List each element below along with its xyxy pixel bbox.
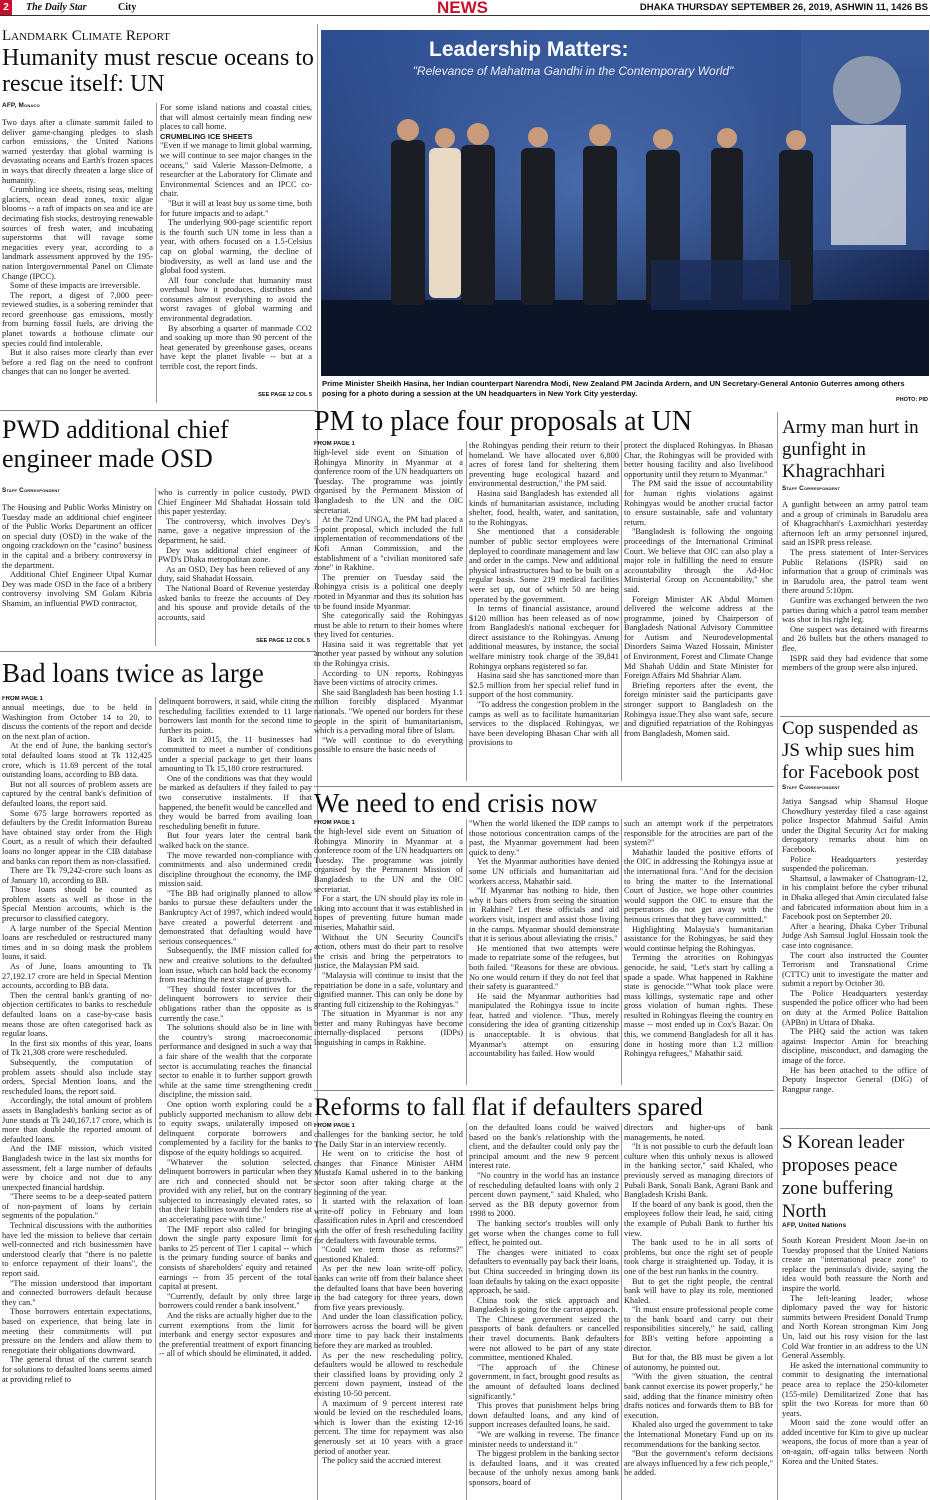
paragraph: This proves that punishment helps bring down defaulted loans, and any kind of support increases defaulted loans, he said. [469,1401,619,1430]
paragraph: At the 72nd UNGA, the PM had placed a 5-point proposal, which included the full implementation of recommendations of the Kofi Annan Commission, and the establishment of a "civilian monitored safe zone" in Rakhine. [314,515,463,573]
crisis-col1 [314,827,463,1087]
paragraph: high-level side event on Situation of Rohingya Minority in Myanmar at a conference room of the UN headquarters on Tuesday. The programme was jointly organised by the Permanent Mission of Bangladesh to the UN and the OIC secretariat. [314,448,463,515]
climate-byline: AFP, Monaco [2,102,40,109]
badloans-from: FROM PAGE 1 [2,696,43,702]
photo-caption: Prime Minister Sheikh Hasina, her Indian counterpart Narendra Modi, New Zealand PM Jacinda Ardern, and UN Secretary-General Antonio Guterres among others posing for a photo during a session at the UN headquarters in New York City yesterday. [322,379,905,398]
paragraph: "The mission understood that important and connected borrowers default because they can." [2,1278,152,1307]
paragraph: Gunfire was exchanged between the two parties during which a patrol team member was shot in his right leg. [782,595,928,625]
paragraph: The move rewarded non-compliance with commitments and also undermined credit discipline throughout the economy, the IMF mission said. [159,850,312,889]
page-number: 2 [0,0,12,15]
army-body [782,500,928,715]
paragraph: Additional Chief Engineer Utpal Kumar Dey was made OSD in the face of a bribery controversy involving SM Golam Kibria Shamim, an influential PWD contractor, [2,570,152,608]
paragraph: "It must ensure professional people come to the bank board and carry out their responsibilities sincerely," he said, calling for BB's vetting before appointing a director. [624,1305,773,1353]
paragraph: "But it will at least buy us some time, both for future impacts and to adapt." [160,198,312,218]
cop-body [782,797,928,1125]
paragraph: Without the UN Security Council's action, others must do their part to resolve the crisis and bring the perpetrators to justice, the Malaysian PM said. [314,932,463,971]
paragraph: "It is not possible to curb the default loan culture when this unholy nexus is allowed in the banking sector," said Khaled, who previously served as managing directors of Pubali Bank, Sonali Bank, Agrani Bank and Bangladesh Krishi Bank. [624,1142,773,1200]
reforms-col3 [624,1123,773,1500]
paragraph: Highlighting Malaysia's humanitarian assistance for the Rohingyas, he said they would continue helping the Rohingyas. [624,924,773,953]
crisis-from: FROM PAGE 1 [314,820,355,826]
paragraph: The underlying 900-page scientific report is the fourth such UN tome in less than a year, with others focused on a 1.5-Celsius cap on global warming, the decline of biodiversity, as well as land use and the global food system. [160,218,312,276]
paragraph: Then the central bank's granting of no-objection certificates to banks to reschedule defaulted loans on a case-by-case basis means those are often categorised back as regular loans. [2,990,152,1039]
paragraph: The changes were initiated to coax defaulters to eventually pay back their loans, but China succeeded in bringing down its loan defaults by taking on the exact opposite approach, he said. [469,1247,619,1296]
pwd-byline: Staff Correspondent [2,487,61,494]
paragraph: But to get the right people, the central bank will have to play its role, mentioned Khaled. [624,1276,773,1305]
reforms-headline: Reforms to fall flat if defaulters spared [314,1094,703,1121]
pwd-see-page: SEE PAGE 12 COL 5 [256,638,310,644]
pm-headline: PM to place four proposals at UN [314,407,692,437]
paragraph: The left-leaning leader, whose diplomacy paved the way for historic summits between President Donald Trump and North Korean strongman Kim Jong Un, laid out his rosy vision for the last Cold War frontier in an address to the UN General Assembly. [782,1293,928,1361]
paragraph: The biggest problem in the banking sector is defaulted loans, and it was created because of the unholy nexus among bank sponsors, board of [469,1449,619,1487]
crisis-col3 [624,819,773,1087]
paragraph: "Could we term those as reforms?" questioned Khaled. [314,1245,463,1264]
paragraph: But four years later the central bank walked back on the stance. [159,831,312,850]
paragraph: The banking sector's troubles will only get worse when the changes come to full effect, he pointed out. [469,1218,619,1248]
paragraph: "Malaysia will continue to insist that the repatriation be done in a safe, voluntary and dignified manner. This can only be done by granting full citizenship to the Rohingyas." [314,970,463,1009]
paragraph: South Korean President Moon Jae-in on Tuesday proposed that the United Nations create an "international peace zone" to replace the peninsula's divide, saying the idea would both reassure the North and inspire the world. [782,1236,928,1293]
pm-from: FROM PAGE 1 [314,441,355,447]
pm-col3 [624,441,773,783]
paragraph: But for that, the BB must be given a lot of autonomy, he pointed out. [624,1353,773,1372]
paragraph: "The approach of the Chinese government, in fact, brought good results as the amount of defaulted loans declined significantly." [469,1362,619,1401]
pwd-headline: PWD additional chief engineer made OSD [2,415,229,473]
paragraph: the high-level side event on Situation of Rohingya Minority in Myanmar at a conference room of the UN headquarters on Tuesday. The programme was jointly organised by the Permanent Mission of Bangladesh to the UN and the OIC secretariat. [314,827,463,894]
paragraph: As of June, loans amounting to Tk 27,192.17 crore are held in Special Mention accounts, according to BB data. [2,962,152,991]
masthead: The Daily Star [26,2,87,13]
paragraph: Moon said the zone would offer an added incentive for Kim to give up nuclear weapons, the focus of more than a year of on-again, off-again talks between North Korea and the United States. [782,1418,928,1466]
paragraph: China took the stick approach and Bangladesh is going for the carrot approach. [469,1295,619,1315]
paragraph: One of the conditions was that they would be marked as defaulters if they failed to pay two consecutive instalments. If that happened, the benefit would be cancelled and they would be barred from availing loan rescheduling benefit in future. [159,773,312,831]
paragraph: "We will continue to do everything possible to ensure the basic needs of [314,735,463,755]
paragraph: "They should foster incentives for the delinquent borrowers to service their obligations rather than the opposite as is currently the case." [159,984,312,1023]
paragraph: One suspect was detained with firearms and 26 bullets but the others managed to flee. [782,624,928,653]
paragraph: The IMF report also called for bringing down the single party exposure limit for banks to 25 percent of Tier 1 capital -- which is the primary funding source of banks and consists of shareholders' equity and retained earnings -- from 35 percent of the total capital at present. [159,1224,312,1292]
paragraph: Terming the atrocities on Rohingyas genocide, he said, "Let's start by calling a spade a spade. What happened in Rakhine state is genocide.""What took place were mass killings, systematic rape and other gross violation of human rights. These resulted in Rohingyas fleeing the country en masse -- most ended up in Cox's Bazar. On this, we commend Bangladesh for all it has done in hosting more than 1.2 million Rohingya refugees," Mahathir said. [624,953,773,1059]
paragraph: Subsequently, the computation of problem assets should also include stay orders, Special Mention loans, and the rescheduled loans, the report said. [2,1057,152,1096]
korea-byline: AFP, United Nations [782,1222,847,1229]
paragraph: Dey was additional chief engineer of PWD's Dhaka metropolitan zone. [158,545,310,565]
paragraph: Those borrowers entertain expectations, based on experience, that being late in meeting their commitments will put pressure on the lenders and allow them to renegotiate their obligations downward. [2,1307,152,1355]
badloans-col2 [159,697,312,1500]
climate-see-page: SEE PAGE 12 COL 5 [258,392,312,398]
paragraph: The situation in Myanmar is not any better and many Rohingyas have become internally-displaced persons (IDPs) languishing in camps in Rakhine. [314,1009,463,1048]
dateline: DHAKA THURSDAY SEPTEMBER 26, 2019, ASHWIN 11, 1426 BS [639,2,928,13]
paragraph: "When the world likened the IDP camps to those notorious concentration camps of the past, the Myanmar government had been quick to deny." [469,819,619,857]
paragraph: For some island nations and coastal cities, that will almost certainly mean finding new places to call home. [160,103,312,132]
paragraph: "To address the congestion problem in the camps as well as to facilitate humanitarian services to the displaced Rohingyas, we have been developing Bhasan Char with all provisions to [469,700,619,748]
paragraph: Crumbling ice sheets, rising seas, melting glaciers, ocean dead zones, toxic algae blooms -- a raft of impacts on sea and ice are decimating fish stocks, destroying renewable sources of fresh water, and incubating superstorms that will ravage some megacities every year, according to a landmark assessment approved by the 195-nation Intergovernmental Panel on Climate Change (IPCC). [2,185,153,281]
paragraph: the Rohingyas pending their return to their homeland. We have allocated over 6,800 acres of forest land for sheltering them preventing huge ecological hazard and environmental destruction," the PM said. [469,441,619,489]
paragraph: As per the new rescheduling policy, defaulters would be allowed to reschedule their classified loans by providing only 2 percent down payment, instead of the existing 10-50 percent. [314,1350,463,1399]
climate-kicker: Landmark Climate Report [2,28,171,44]
paragraph: He said the Myanmar authorities had manipulated the Rohingya issue to incite fear, hatred and violence. "Thus, merely considering the idea of granting citizenship is unacceptable. It is obvious that Myanmar's attempt on ensuring accountability has failed. How would [469,991,619,1059]
crisis-headline: We need to end crisis now [314,789,598,818]
photo-credit: PHOTO: PID [896,397,928,403]
paragraph: In terms of financial assistance, around $120 million has been released as of now from Bangladesh's national exchequer for direct assistance to the Rohingyas. Among additional measures, by instance, the social welfare ministry took charge of the 39,841 Rohingya orphans registered so far. [469,604,619,671]
paragraph: She categorically said the Rohingyas must be able to return to their homes where they lived for centuries. [314,611,463,640]
paragraph: A maximum of 9 percent interest rate would be levied on the rescheduled loans, which is lower than the existing 12-16 percent. The time for repayment was also generously set at 10 years with a grace period of another year. [314,1398,463,1456]
paragraph: The controversy, which involves Dey's name, gave a negative impression of the department, he said. [158,516,310,545]
paragraph: Hasina said Bangladesh has extended all kinds of humanitarian assistance, including shelter, food, health, water, and sanitation, to the Rohingyas. [469,488,619,527]
paragraph: "We are walking in reverse. The finance minister needs to understand it." [469,1430,619,1449]
korea-body [782,1236,928,1500]
paragraph: annual meetings, due to be held in Washington from October 14 to 20, to discuss the contents of the report and decide on the next plan of action. [2,703,152,741]
paragraph: Hasina said it was regrettable that yet another year passed by without any solution to the Rohingya crisis. [314,639,463,669]
paragraph: "If Myanmar has nothing to hide, then why it bars others from seeing the situation in Rakhine? Let these officials and aid workers visit, inspect and assist those living in the camps. Myanmar should demonstrate that it is serious about alleviating the crisis." [469,886,619,944]
paragraph: "Even if we manage to limit global warming, we will continue to see major changes in the oceans," said Valerie Masson-Delmotte, a researcher at the Laboratory for Climate and Environmental Sciences and an IPCC co-chair. [160,141,312,199]
paragraph: challenges for the banking sector, he told The Daily Star in an interview recently. [314,1130,463,1149]
lead-photo [321,30,929,376]
paragraph: on the defaulted loans could be waived based on the bank's relationship with the client, and the defaulter could only pay the principal amount and the new 9 percent interest rate. [469,1123,619,1171]
photo-illustration [321,30,929,376]
paragraph: Technical discussions with the authorities have led the mission to believe that certain well-connected and rich businessmen have understood clearly that "there is no palette to enforce repayment of their loans", the report said. [2,1221,152,1279]
paragraph: It started with the relaxation of loan write-off policy in February and loan classification rules in April and crescendoed with the offer of fresh rescheduling facility for defaulters with favourable terms. [314,1197,463,1245]
paragraph: He has been attached to the office of Deputy Inspector General (DIG) of Rangpur range. [782,1065,928,1094]
paragraph: The Police Headquarters yesterday suspended the police officer who had been on duty at the Armed Police Battalion (APBn) in Uttara of Dhaka. [782,988,928,1027]
paragraph: By absorbing a quarter of manmade CO2 and soaking up more than 90 percent of the heat generated by greenhouse gases, oceans have kept the planet livable -- but at a terrible cost, the report finds. [160,323,312,372]
paragraph: The court also instructed the Counter Terrorism and Transnational Crime (CTTC) unit to investigate the matter and submit a report by October 30. [782,950,928,989]
paragraph: For a start, the UN should play its role in taking into account that it was established in hopes of preventing future human made miseries, Mahathir said. [314,894,463,932]
korea-headline: S Korean leader proposes peace zone buffering North [782,1132,905,1222]
pwd-col1 [2,503,152,645]
paragraph: ISPR said they had evidence that some members of the group were also injured. [782,653,928,673]
paragraph: delinquent borrowers, it said, while citing the rescheduling facilities extended to 11 large borrowers last month for the second time to further its point. [159,697,312,735]
paragraph: who is currently in police custody, PWD Chief Engineer Md Shahadat Hossain told this paper yesterday. [158,488,310,517]
section-news: NEWS [437,0,488,16]
reforms-from: FROM PAGE 1 [314,1123,355,1129]
paragraph: Mahathir lauded the positive efforts of the OIC in addressing the Rohingya issue at the international fora. "And for the decision to bring the matter to the International Court of Justice, we hope other countries would support the OIC to ensure that the perpetrators do not get away with the heinous crimes that they have committed." [624,847,773,924]
paragraph: The bank used to be in all sorts of problems, but once the right set of people took charge it straightened up. Today, it is one of the best run banks in the country. [624,1238,773,1276]
paragraph: Foreign Minister AK Abdul Momen delivered the welcome address at the programme, joined by Chairperson of Bangladesh National Advisory Committee for Autism and Neurodevelopmental Disorders Saima Wazed Hossain, Minister of Environment, Forest and Climate Change Md Shahab Uddin and State Minister for Foreign Affairs Md Shahriar Alam. [624,594,773,681]
paragraph: He asked the international community to commit to designating the international peace area to replace the 250-kilometer (155-mile) Demilitarized Zone that has split the two Koreas for more than 60 years. [782,1360,928,1418]
paragraph: A gunfight between an army patrol team and a group of criminals in Barudolu area of Khagrachhari's Laxmichhari yesterday afternoon left an army personnel injured, said an ISPR press release. [782,500,928,548]
paragraph: directors and higher-ups of bank managements, he noted. [624,1123,773,1142]
cop-byline: Staff Correspondent [782,784,841,791]
paragraph: "But the government's reform decisions are always influenced by a few rich people," he added. [624,1449,773,1478]
paragraph: Subsequently, the IMF mission called for new and creative solutions to the defaulted loan issue, which can hold back the economy from reaching the next stage of growth. [159,946,312,985]
climate-headline: Humanity must rescue oceans to rescue itself: UN [2,45,314,97]
paragraph: At the end of June, the banking sector's total defaulted loans stood at Tk 112,425 crore, which is 11.69 percent of the total outstanding loans, according to BB data. [2,741,152,780]
paragraph: And the IMF mission, which visited Bangladesh twice in the last six months for assessment, felt a large number of defaults were by choice and not due to any unexpected financial hardship. [2,1144,152,1192]
paragraph: The solutions should also be in line with the country's strong macroeconomic performance and designed in such a way that a fair share of the wealth that the corporate sector is accumulating reaches the financial sector to enable it to further support growth while at the same time strengthening credit discipline, the mission said. [159,1023,312,1100]
paragraph: If the board of any bank is good, then the employees follow their lead, he said, citing the example of Pubali Bank to further his view. [624,1199,773,1238]
pm-col2 [469,441,619,783]
paragraph: As per the new loan write-off policy, banks can write off from their balance sheet the defaulted loans that have been hovering in the bad category for three years, down from five years previously. [314,1264,463,1312]
paragraph: After a hearing, Dhaka Cyber Tribunal Judge Ash Samsul Joglul Hossain took the case into cognisance. [782,921,928,950]
paragraph: "Currently, default by only three large borrowers could render a bank insolvent." [159,1291,312,1311]
photo-banner-title: Leadership Matters: [429,38,629,61]
paragraph: He went on to criticise the host of changes that Finance Minister AHM Mustafa Kamal ushered in to the banking sector soon after taking charge at the beginning of the year. [314,1149,463,1197]
badloans-headline: Bad loans twice as large [2,658,264,688]
paragraph: The National Board of Revenue yesterday asked banks to freeze the accounts of Dey and his spouse and provide details of the accounts, said [158,583,310,622]
paragraph: Accordingly, the total amount of problem assets in Bangladesh's banking sector as of June stands at Tk 240,167.17 crore, which is more than double the reported amount of defaulted loans. [2,1096,152,1144]
paragraph: "The BB had originally planned to allow banks to pursue these defaulters under the Bankruptcy Act of 1997, which indeed would have created a powerful deterrent and demonstrated that defaulting would have serious consequences." [159,888,312,946]
cop-headline: Cop suspended as JS whip sues him for Facebook post [782,718,920,783]
paragraph: The Housing and Public Works Ministry on Tuesday made an additional chief engineer of the Public Works Department an officer on special duty (OSD) in the wake of the ongoing crackdown on the "casino" business in the capital and a bribery controversy in the department. [2,503,152,570]
paragraph: "There seems to be a deep-seated pattern of non-payment of loans by certain segments of the population." [2,1192,152,1221]
paragraph: Some of these impacts are irreversible. [10,281,141,291]
paragraph: The premier on Tuesday said the Rohingya crisis is a political one deeply rooted in Myanmar and thus its solution has to be found inside Myanmar. [314,572,463,611]
paragraph: Some 675 large borrowers reported as defaulters by the Credit Information Bureau have obtained stay order from the High Court, as a result of which their defaulted loans no longer appear in the CIB database and banks can report them as non-classified. [2,808,152,866]
paragraph: "With the given situation, the central bank cannot exercise its power properly," he said, adding that the finance ministry often drafts notices and forwards them to BB for execution. [624,1372,773,1420]
paragraph: The PHQ said the action was taken against Inspector Amin for breaching discipline, misconduct, and damaging the image of the force. [782,1027,928,1066]
paragraph: The report, a digest of 7,000 peer-reviewed studies, is a sobering reminder that record greenhouse gas emissions, mostly from burning fossil fuels, are driving the planet towards a hothouse climate our species could find intolerable. [2,290,153,348]
paragraph: "Whatever the solution selected, delinquent borrowers in particular when they are rich and connected should not be provided with any relief, but on the contrary subjected to increasingly elevated rates, so that their liabilities toward the lenders rise at an accelerating pace with time." [159,1157,312,1225]
paragraph: protect the displaced Rohingyas. In Bhasan Char, the Rohingyas will be provided with better housing facility and also livelihood opportunity until they return to Myanmar." [624,441,773,479]
paragraph: "No country in the world has an instance of rescheduling defaulted loans with only 2 percent down payment," said Khaled, who served as the BB deputy governor from 1998 to 2000. [469,1170,619,1219]
climate-subhead: CRUMBLING ICE SHEETS [160,131,253,141]
paragraph: He mentioned that two attempts were made to repatriate some of the refugees, but both failed. "Reasons for these are obvious. No one would return if they do not feel that their safety is guaranteed." [469,943,619,992]
pwd-col2 [158,488,310,638]
paragraph: In the first six months of this year, loans of Tk 21,308 crore were rescheduled. [2,1038,152,1058]
pm-col1 [314,448,463,783]
paragraph: And under the loan classification policy, borrowers across the board will be given more time to pay back their instalments before they are marked as troubled. [314,1312,463,1351]
paragraph: Khaled also urged the government to take the International Monetary Fund up on its recommendations for the banking sector. [624,1420,773,1449]
paragraph: Those loans should be counted as problem assets as well as those in the Special Mention accounts, which is the precursor to classified category. [2,885,152,924]
paragraph: The press statement of Inter-Services Public Relations (ISPR) said on information that a group of criminals was in Barudolu area, the patrol team went there around 5:10pm. [782,547,928,596]
paragraph: The PM said the issue of accountability for human rights violations against Rohingyas would be another crucial factor to ensure sustainable, safe and voluntary return. [624,479,773,527]
paragraph: Shamsul, a lawmaker of Chattogram-12, in his complaint before the cyber tribunal in Dhaka alleged that Amin circulated false and fabricated information about him in a Facebook post on September 20. [782,873,928,922]
paragraph: All four conclude that humanity must overhaul how it produces, distributes and consumes almost everything to avoid the worst ravages of global warming and environmental degradation. [160,275,312,324]
page-header [0,0,930,16]
reforms-col1 [314,1130,463,1500]
paragraph: She mentioned that a considerable number of public sector employees were deployed to coordinate management and law and order in the camps. New and additional physical infrastructures had to be built on a regular basis. Some 219 medical facilities were set up, out of which 50 are being operated by the government. [469,527,619,604]
paragraph: As an OSD, Dey has been relieved of any duty, said Shahadat Hossain. [158,564,310,584]
photo-banner-subtitle: "Relevance of Mahatma Gandhi in the Contemporary World" [412,64,734,78]
crisis-col2 [469,819,619,1087]
climate-col1 [2,118,153,408]
paragraph: "Bangladesh is following the ongoing proceedings of the International Criminal Court. We believe that OIC can also play a major role in fulfilling the need to ensure accountability through the Ad-Hoc Ministerial Group on Accountability," she said. [624,527,773,594]
paragraph: A large number of the Special Mention loans are rescheduled or restructured many times and in so doing mask the problem loans, it said. [2,923,152,962]
section-label: City [118,2,137,13]
paragraph: There are Tk 79,242-crore such loans as of January 10, according to BB. [2,866,152,885]
paragraph: One option worth exploring could be a publicly supported mechanism to allow debt to equity swaps, unilaterally imposed on delinquent corporate borrowers and complemented by a facility for the banks to dispose of the equity holdings so acquired. [159,1099,312,1157]
paragraph: She said Bangladesh has been hosting 1.1 million forcibly displaced Myanmar nationals. "We opened our borders for these people in the spirit of humanitarianism, which is a pervading moral fibre of Islam. [314,687,463,736]
climate-col2 [160,103,312,398]
army-headline: Army man hurt in gunfight in Khagrachhari [782,417,919,482]
paragraph: Yet the Myanmar authorities have denied some UN officials and humanitarian aid workers access, Mahathir said. [469,857,619,886]
paragraph: According to UN reports, Rohingyas have been victims of atrocity crimes. [314,668,463,688]
badloans-col1 [2,703,152,1500]
paragraph: Briefing reporters after the event, the foreign minister said the participants gave stronger support to Bangladesh on the Rohingya issue.They also want safe, secure and dignified repatriation of the Rohingyas from Bangladesh, Momen said. [624,680,773,738]
army-byline: Staff Correspondent [782,485,841,492]
paragraph: Two days after a climate summit failed to deliver game-changing pledges to slash carbon emissions, the United Nations warned yesterday that global warming is devastating oceans and Earth's frozen spaces in ways that directly threaten a large slice of humanity. [2,118,153,185]
paragraph: such an attempt work if the perpetrators responsible for the atrocities are part of the system?" [624,819,773,848]
reforms-col2 [469,1123,619,1500]
paragraph: Police Headquarters yesterday suspended the policeman. [782,854,928,874]
paragraph: Jatiya Sangsad whip Shamsul Hoque Chowdhury yesterday filed a case against police Inspector Mahmud Saiful Amin under the Digital Security Act for making derogatory remarks about him on Facebook. [782,797,928,854]
paragraph: Back in 2015, the 11 businesses had committed to meet a number of conditions under a special package to get their loans amounting to Tk 15,180 crore restructured. [159,735,312,774]
paragraph: The Chinese government seized the passports of bank defaulters or cancelled their travel documents. Bank defaulters were not allowed to be part of any state committee, mentioned Khaled. [469,1314,619,1363]
paragraph: But not all sources of problem assets are captured by the central bank's definition of defaulted loans, the report said. [2,779,152,808]
paragraph: The general thrust of the current search for solutions to defaulted loans seems aimed at providing relief to [2,1355,152,1384]
paragraph: And the risks are actually higher due to the current exemptions from the limit for interbank and energy sector exposures and the preferential treatment of export financing -- all of which should be eliminated, it added. [159,1311,312,1359]
paragraph: The policy said the accrued interest [322,1456,441,1466]
paragraph: Hasina said she has sanctioned more than $2.5 million from her special relief fund in support of the host community. [469,671,619,700]
paragraph: But it also raises more clearly than ever before a red flag on the need to confront changes that can no longer be averted. [2,348,153,377]
